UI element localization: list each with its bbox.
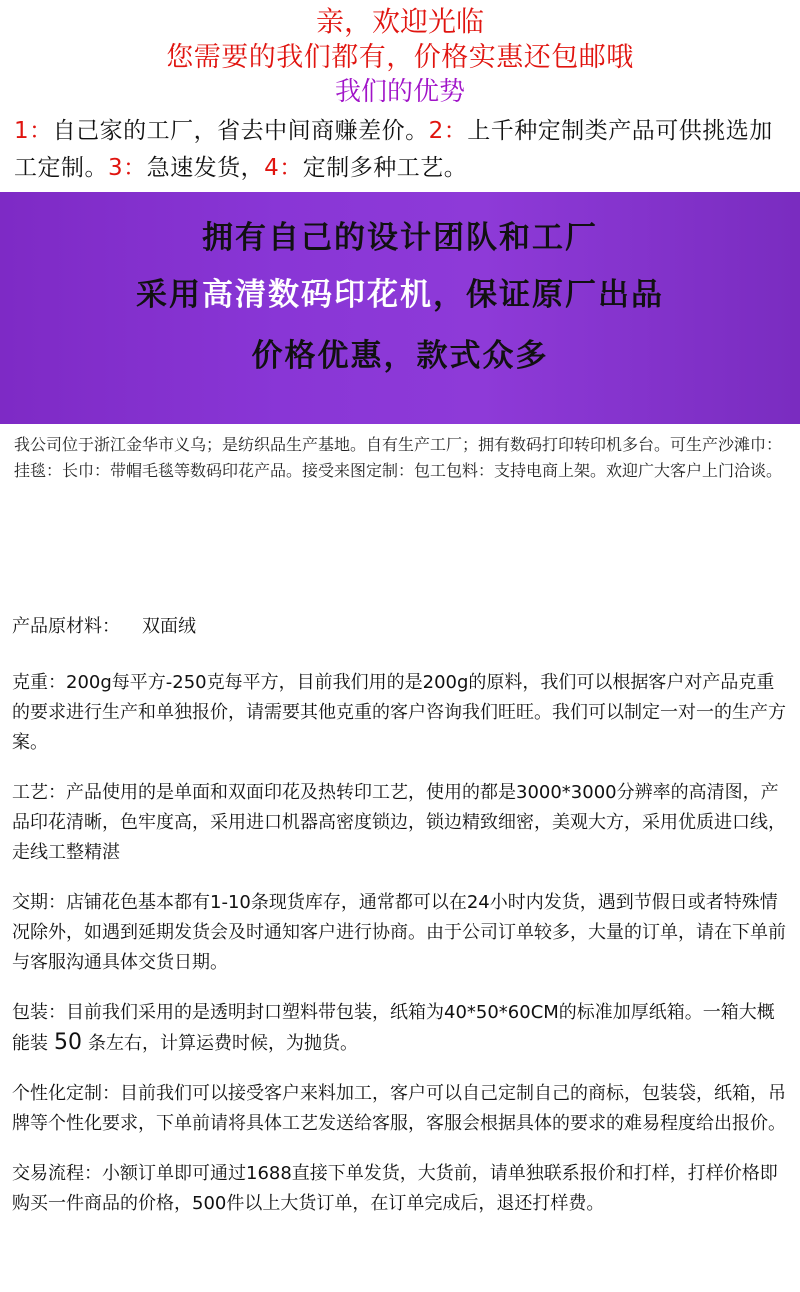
weight-section: 克重：200g每平方-250克每平方，目前我们用的是200g的原料，我们可以根据客户对产品克重的要求进行生产和单独报价，请需要其他克重的客户咨询我们旺旺。我们可以制定一对一的生产方案。 <box>12 672 786 753</box>
company-intro: 我公司位于浙江金华市义乌；是纺织品生产基地。自有生产工厂；拥有数码打印转印机多台。可生产沙滩巾：挂毯：长巾：带帽毛毯等数码印花产品。接受来图定制：包工包料：支持电商上架。欢迎广大客户上门洽谈。 <box>14 435 783 480</box>
slogan-text: 您需要的我们都有，价格实惠还包邮哦 <box>166 42 634 73</box>
banner-line-2 <box>0 269 800 314</box>
banner-line-2-prefix: 采用 <box>136 277 202 313</box>
welcome-text: 亲，欢迎光临 <box>315 5 484 38</box>
banner-line-1: 拥有自己的设计团队和工厂 <box>202 220 598 256</box>
packing-count: 50 <box>54 1030 82 1055</box>
packing-text-post: 条左右，计算运费时候，为抛货。 <box>88 1033 358 1054</box>
banner-line-2-suffix: ，保证原厂出品 <box>433 277 664 313</box>
advantages-title: 我们的优势 <box>334 77 465 107</box>
advantage-number-4: 4： <box>264 155 303 181</box>
delivery-section: 交期：店铺花色基本都有1-10条现货库存，通常都可以在24小时内发货，遇到节假日或者特殊情况除外，如遇到延期发货会及时通知客户进行协商。由于公司订单较多，大量的订单，请在下单前与客服沟通具体交货日期。 <box>12 892 786 973</box>
banner-line-3: 价格优惠，款式众多 <box>251 338 549 374</box>
trade-process-section: 交易流程：小额订单即可通过1688直接下单发货，大货前，请单独联系报价和打样，打样价格即购买一件商品的价格，500件以上大货订单，在订单完成后，退还打样费。 <box>12 1163 778 1214</box>
material-section <box>12 612 788 642</box>
advantage-number-1: 1： <box>14 118 53 144</box>
material-value: 双面绒 <box>142 616 196 637</box>
craft-section: 工艺：产品使用的是单面和双面印花及热转印工艺，使用的都是3000*3000分辨率的高清图，产品印花清晰，色牢度高，采用进口机器高密度锁边，锁边精致细密，美观大方，采用优质进口线，走线工整精湛 <box>12 782 786 863</box>
advantage-number-2: 2： <box>428 118 468 144</box>
packing-text-pre: 包装：目前我们采用的是透明封口塑料带包装，纸箱为40*50*60CM的标准加厚纸箱。一箱大概能装 <box>12 1002 775 1054</box>
advantage-number-3: 3： <box>108 155 147 181</box>
advantage-text-1: 自己家的工厂，省去中间商赚差价。 <box>52 118 429 144</box>
advantage-text-3: 急速发货， <box>146 155 265 181</box>
material-label: 产品原材料： <box>12 616 120 637</box>
advantages-list <box>0 113 800 187</box>
welcome-header <box>0 0 800 190</box>
advantage-text-2: 上千种定制类产品可供挑选加工定制。 <box>14 118 773 181</box>
banner-highlight: 高清数码印花机 <box>202 277 433 313</box>
advantage-text-4: 定制多种工艺。 <box>302 155 468 181</box>
customization-section: 个性化定制：目前我们可以接受客户来料加工，客户可以自己定制自己的商标，包装袋，纸箱，吊牌等个性化要求，下单前请将具体工艺发送给客服，客服会根据具体的要求的难易程度给出报价。 <box>12 1083 786 1134</box>
product-details <box>12 612 788 1239</box>
feature-banner <box>0 192 800 424</box>
packing-section <box>12 998 788 1059</box>
